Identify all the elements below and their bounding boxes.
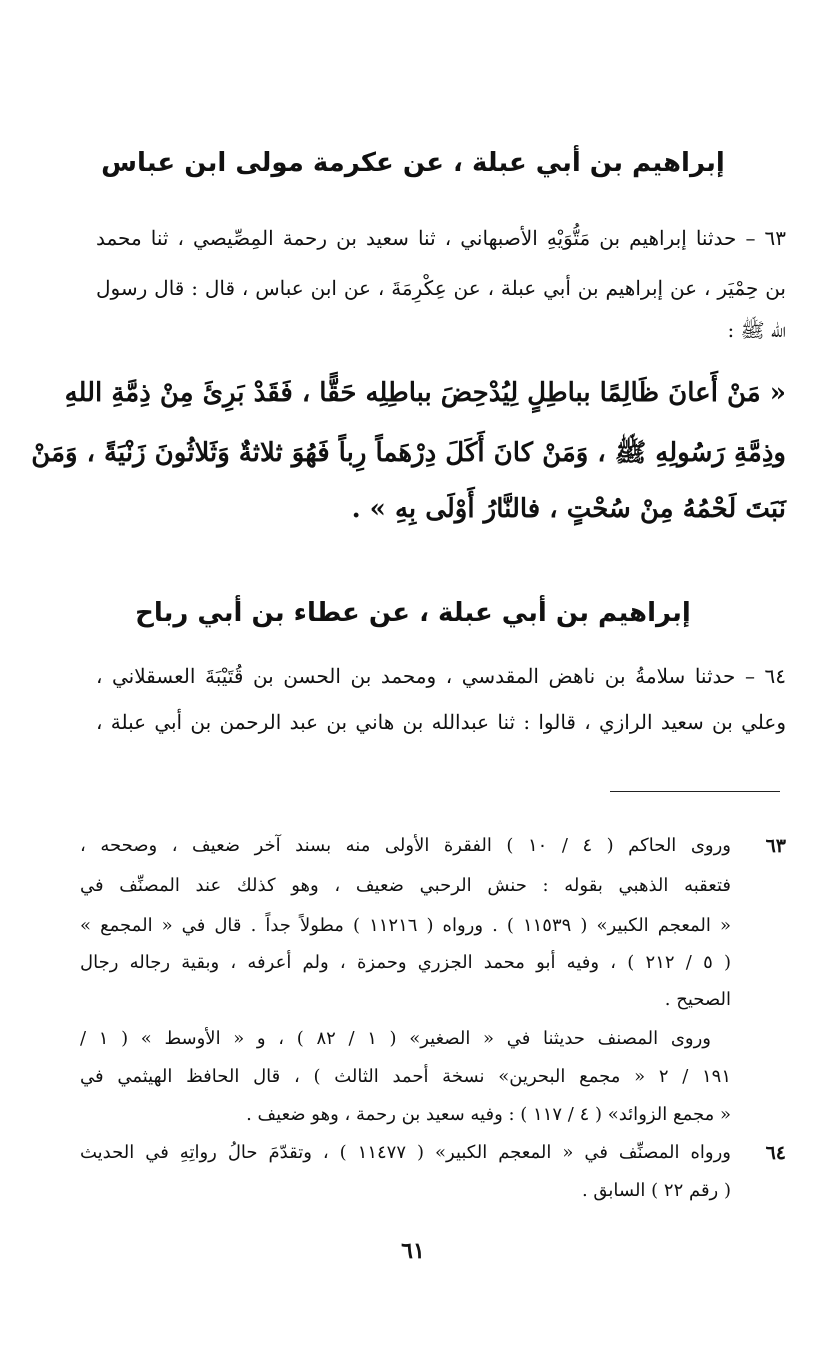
footnote-63-line: ١٩١ / ٢ « مجمع البحرين» نسخة أحمد الثالث ) ، قال الحافظ الهيثمي في (80, 1066, 731, 1087)
footnote-64-line: ( رقم ٢٢ ) السابق . (581, 1180, 731, 1201)
footnote-number-63: ٦٣ (765, 835, 786, 857)
entry-64-line-1: ٦٤ – حدثنا سلامةُ بن ناهض المقدسي ، ومحمد بن الحسن بن قُتَيْبَةَ العسقلاني ، (96, 664, 786, 688)
footnote-63-line: فتعقبه الذهبي بقوله : حنش الرحبي ضعيف ، وهو كذلك عند المصنِّف في (80, 875, 731, 896)
footnote-63-line: وروى المصنف حديثنا في « الصغير» ( ١ / ٨٢ ) ، و « الأوسط » ( ١ / (80, 1028, 711, 1049)
entry-64-line-2: وعلي بن سعيد الرازي ، قالوا : ثنا عبدالله بن هاني بن عبد الرحمن بن أبي عبلة ، (96, 710, 787, 734)
footnote-63-line: « المعجم الكبير» ( ١١٥٣٩ ) . ورواه ( ١١٢١٦ ) مطولاً جداً . قال في « المجمع » (80, 915, 731, 936)
section-heading-ikrima: إبراهيم بن أبي عبلة ، عن عكرمة مولى ابن عباس (101, 148, 725, 178)
footnote-63-line: الصحيح . (664, 989, 731, 1010)
hadith-line-3: نَبَتَ لَحْمُهُ مِنْ سُحْتٍ ، فالنَّارُ أَوْلَى بِهِ » . (351, 494, 786, 524)
footnote-63-line: وروى الحاكم ( ٤ / ١٠ ) الفقرة الأولى منه بسند آخر ضعيف ، وصححه ، (80, 835, 731, 856)
hadith-line-1: « مَنْ أَعانَ ظَالِمًا بباطِلٍ لِيُدْحِضَ بباطِلِه حَقًّا ، فَقَدْ بَرِئَ مِنْ ذِمَّةِ اللهِ (64, 378, 786, 408)
section-heading-ata: إبراهيم بن أبي عبلة ، عن عطاء بن أبي رباح (135, 598, 691, 628)
footnote-64-line: ورواه المصنِّف في « المعجم الكبير» ( ١١٤٧٧ ) ، وتقدّمَ حالُ رواتِهِ في الحديث (80, 1142, 731, 1163)
footnote-separator (610, 791, 780, 792)
footnote-63-line: ( ٥ / ٢١٢ ) ، وفيه أبو محمد الجزري وحمزة ، ولم أعرفه ، وبقية رجاله رجال (80, 952, 731, 973)
entry-63-line-3: الله ﷺ : (727, 318, 786, 342)
page-number: ٦١ (401, 1238, 425, 1264)
entry-63-line-2: بن حِمْيَر ، عن إبراهيم بن أبي عبلة ، عن عِكْرِمَةَ ، عن ابن عباس ، قال : قال رسول (96, 276, 786, 300)
footnote-63-line: « مجمع الزوائد» ( ٤ / ١١٧ ) : وفيه سعيد بن رحمة ، وهو ضعيف . (246, 1104, 731, 1125)
footnote-number-64: ٦٤ (765, 1142, 786, 1164)
hadith-line-2: وذِمَّةِ رَسُولِهِ ﷺ ، وَمَنْ كانَ أَكَلَ دِرْهَماً رِباً فَهُوَ ثلاثةٌ وَثَلاثُونَ زَنْيَةً ، وَمَنْ (31, 438, 786, 468)
entry-63-line-1: ٦٣ – حدثنا إبراهيم بن مَتُّوَيْهِ الأصبهاني ، ثنا سعيد بن رحمة المِصِّيصي ، ثنا محمد (96, 226, 786, 250)
